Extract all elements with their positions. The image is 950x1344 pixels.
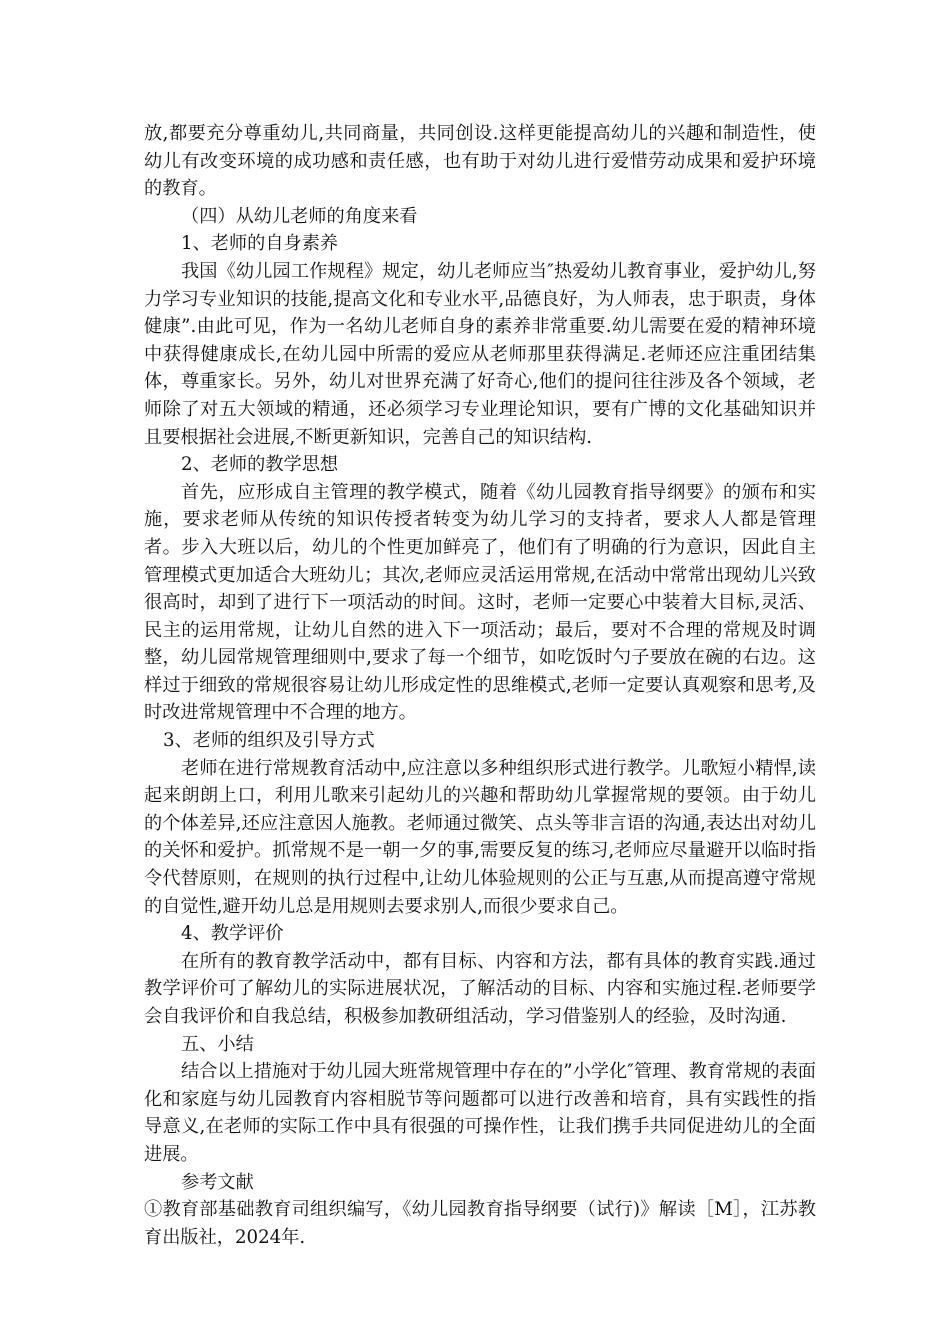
paragraph-continuation: 放,都要充分尊重幼儿,共同商量，共同创设.这样更能提高幼儿的兴趣和制造性，使幼儿有改变环境的成功感和责任感，也有助于对幼儿进行爱惜劳动成果和爱护环境的教育。 (144, 123, 816, 200)
references-heading: 参考文献 (181, 1171, 254, 1193)
paragraph-summary: 结合以上措施对于幼儿园大班常规管理中存在的”小学化″管理、教育常规的表面化和家庭与幼儿园教育内容相脱节等问题都可以进行改善和培育，具有实践性的指导意义,在老师的实际工作中具有很强的可操作性，让我们携手共同促进幼儿的全面进展。 (144, 1061, 816, 1165)
section-heading-summary: 五、小结 (181, 1033, 254, 1055)
subheading-teaching-evaluation: 4、教学评价 (181, 923, 284, 945)
paragraph-teacher-qualities: 我国《幼儿园工作规程》规定，幼儿老师应当″热爱幼儿教育事业，爱护幼儿,努力学习专业知识的技能,提高文化和专业水平,品德良好，为人师表，忠于职责，身体健康”.由此可见，作为一名幼儿老师自身的素养非常重要.幼儿需要在爱的精神环境中获得健康成长,在幼儿园中所需的爱应从老师那里获得满足.老师还应注重团结集体，尊重家长。另外，幼儿对世界充满了好奇心,他们的提问往往涉及各个领域，老师除了对五大领域的精通，还必须学习专业理论知识，要有广博的文化基础知识并且要根据社会进展,不断更新知识，完善自己的知识结构. (144, 260, 816, 448)
section-heading-teacher-perspective: （四）从幼儿老师的角度来看 (181, 205, 418, 227)
paragraph-organization-guidance: 老师在进行常规教育活动中,应注意以多种组织形式进行教学。儿歌短小精悍,读起来朗朗上口，利用儿歌来引起幼儿的兴趣和帮助幼儿掌握常规的要领。由于幼儿的个体差异,还应注意因人施教。老师通过微笑、点头等非言语的沟通,表达出对幼儿的关怀和爱护。抓常规不是一朝一夕的事,需要反复的练习,老师应尽量避开以临时指令代替原则，在规则的执行过程中,让幼儿体验规则的公正与互惠,从而提高遵守常规的自觉性,避开幼儿总是用规则去要求别人,而很少要求自己。 (144, 757, 816, 917)
reference-item: ①教育部基础教育司组织编写，《幼儿园教育指导纲要（试行)》解读［M］，江苏教育出版社，2024年. (144, 1199, 816, 1248)
paragraph-teaching-evaluation: 在所有的教育教学活动中，都有目标、内容和方法，都有具体的教育实践.通过教学评价可了解幼儿的实际进展状况，了解活动的目标、内容和实施过程.老师要学会自我评价和自我总结，积极参加教研组活动，学习借鉴别人的经验，及时沟通. (144, 950, 816, 1027)
subheading-teacher-qualities: 1、老师的自身素养 (181, 233, 339, 255)
subheading-teaching-philosophy: 2、老师的教学思想 (181, 454, 339, 476)
subheading-organization-guidance: 3、老师的组织及引导方式 (163, 730, 375, 752)
paragraph-teaching-philosophy: 首先，应形成自主管理的教学模式，随着《幼儿园教育指导纲要》的颁布和实施，要求老师从传统的知识传授者转变为幼儿学习的支持者，要求人人都是管理者。步入大班以后，幼儿的个性更加鲜亮了，他们有了明确的行为意识，因此自主管理模式更加适合大班幼儿；其次,老师应灵活运用常规,在活动中常常出现幼儿兴致很高时，却到了进行下一项活动的时间。这时，老师一定要心中装着大目标,灵活、民主的运用常规，让幼儿自然的进入下一项活动；最后，要对不合理的常规及时调整，幼儿园常规管理细则中,要求了每一个细节，如吃饭时勺子要放在碗的右边。这样过于细致的常规很容易让幼儿形成定性的思维模式,老师一定要认真观察和思考,及时改进常规管理中不合理的地方。 (144, 481, 816, 724)
document-body (144, 120, 816, 1251)
